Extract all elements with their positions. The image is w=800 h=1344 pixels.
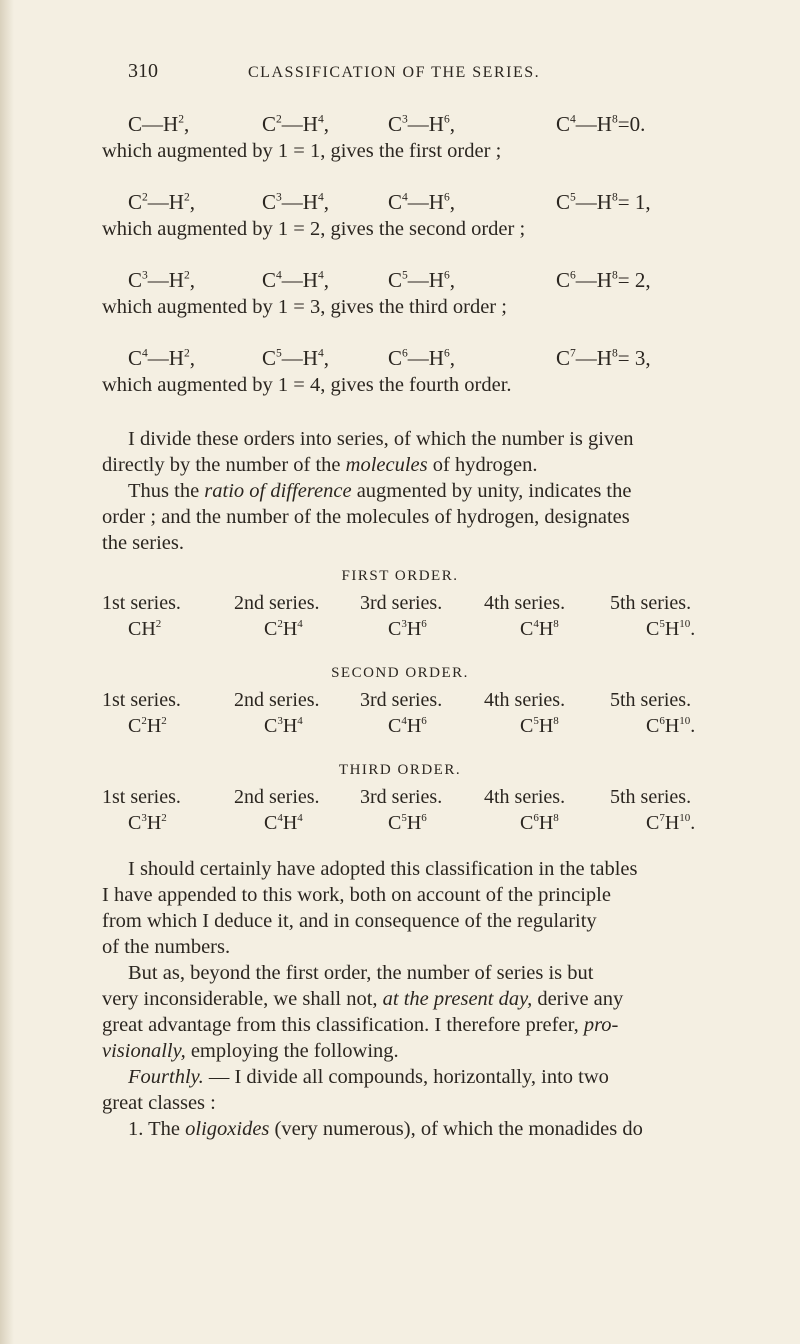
chemical-formula: $C^3—H^6$, [388,112,455,136]
series-formula: $C^2H^2$ [128,714,167,737]
text-line: very inconsiderable, we shall not, at the present day, derive any [102,988,624,1010]
text-line: I should certainly have adopted this classification in the tables [128,858,638,880]
series-formula: $CH^2$ [128,617,162,640]
order-heading: FIRST ORDER. [341,568,459,584]
text-line: the series. [102,532,184,554]
order-caption: which augmented by 1 = 2, gives the second order ; [102,218,526,240]
series-label: 4th series. [484,689,566,711]
series-formula: $C^5H^8$ [520,714,559,737]
series-formula-row [0,618,800,644]
series-label: 3rd series. [360,592,443,614]
text-line: from which I deduce it, and in consequence of the regularity [102,910,597,932]
chemical-formula: $C^4—H^2$, [128,346,195,370]
chemical-formula: $C^4—H^4$, [262,268,329,292]
chemical-formula: $C—H^2$, [128,112,190,136]
chemical-formula: $C^3—H^2$, [128,268,195,292]
chemical-formula: $C^4—H^6$, [388,190,455,214]
series-label: 1st series. [102,689,181,711]
chemical-formula: $C^6—H^8= 2$, [556,268,651,292]
order-caption: which augmented by 1 = 4, gives the fourth order. [102,374,512,396]
running-title: CLASSIFICATION OF THE SERIES. [248,64,541,81]
series-formula-row [0,715,800,741]
series-label: 4th series. [484,786,566,808]
series-label: 1st series. [102,786,181,808]
chemical-formula: $C^4—H^8=0$. [556,112,646,136]
chemical-formula: $C^3—H^4$, [262,190,329,214]
text-line: I divide these orders into series, of which the number is given [128,428,634,450]
series-label: 5th series. [610,786,692,808]
text-line: But as, beyond the first order, the number of series is but [128,962,594,984]
chemical-formula: $C^5—H^4$, [262,346,329,370]
series-label: 5th series. [610,592,692,614]
series-formula: $C^4H^8$ [520,617,559,640]
text-line: great advantage from this classification. I therefore prefer, pro- [102,1014,619,1036]
text-line: great classes : [102,1092,216,1114]
series-formula-row [0,812,800,838]
series-formula: $C^3H^4$ [264,714,303,737]
order-caption: which augmented by 1 = 3, gives the third order ; [102,296,507,318]
text-line: order ; and the number of the molecules of hydrogen, designates [102,506,630,528]
series-label: 1st series. [102,592,181,614]
text-line: I have appended to this work, both on account of the principle [102,884,611,906]
formula-row [0,346,800,374]
series-label: 3rd series. [360,786,443,808]
order-caption: which augmented by 1 = 1, gives the first order ; [102,140,502,162]
series-label: 2nd series. [234,592,320,614]
series-formula: $C^2H^4$ [264,617,303,640]
formula-row [0,268,800,296]
text-line: directly by the number of the molecules of hydrogen. [102,454,538,476]
chemical-formula: $C^7—H^8= 3$, [556,346,651,370]
series-label: 2nd series. [234,786,320,808]
text-line: Fourthly. — I divide all compounds, horizontally, into two [128,1066,609,1088]
order-heading: THIRD ORDER. [338,762,462,778]
formula-row [0,190,800,218]
series-label-row [0,592,800,618]
page-header [0,60,800,90]
series-formula: $C^4H^4$ [264,811,303,834]
text-line: Thus the ratio of difference augmented by unity, indicates the [128,480,632,502]
order-heading: SECOND ORDER. [331,665,469,681]
series-formula: $C^5H^6$ [388,811,427,834]
chemical-formula: $C^2—H^4$, [262,112,329,136]
chemical-formula: $C^2—H^2$, [128,190,195,214]
series-formula: $C^5H^{10}$. [646,617,696,640]
series-label-row [0,786,800,812]
series-formula: $C^4H^6$ [388,714,427,737]
formula-row [0,112,800,140]
series-formula: $C^3H^2$ [128,811,167,834]
text-line: of the numbers. [102,936,231,958]
series-label: 3rd series. [360,689,443,711]
text-line: 1. The oligoxides (very numerous), of which the monadides do [128,1118,643,1140]
page-number: 310 [128,60,158,82]
text-line: visionally, employing the following. [102,1040,399,1062]
series-formula: $C^3H^6$ [388,617,427,640]
chemical-formula: $C^6—H^6$, [388,346,455,370]
chemical-formula: $C^5—H^8= 1$, [556,190,651,214]
series-label: 4th series. [484,592,566,614]
series-formula: $C^6H^8$ [520,811,559,834]
series-label: 2nd series. [234,689,320,711]
series-label-row [0,689,800,715]
series-label: 5th series. [610,689,692,711]
series-formula: $C^6H^{10}$. [646,714,696,737]
chemical-formula: $C^5—H^6$, [388,268,455,292]
series-formula: $C^7H^{10}$. [646,811,696,834]
